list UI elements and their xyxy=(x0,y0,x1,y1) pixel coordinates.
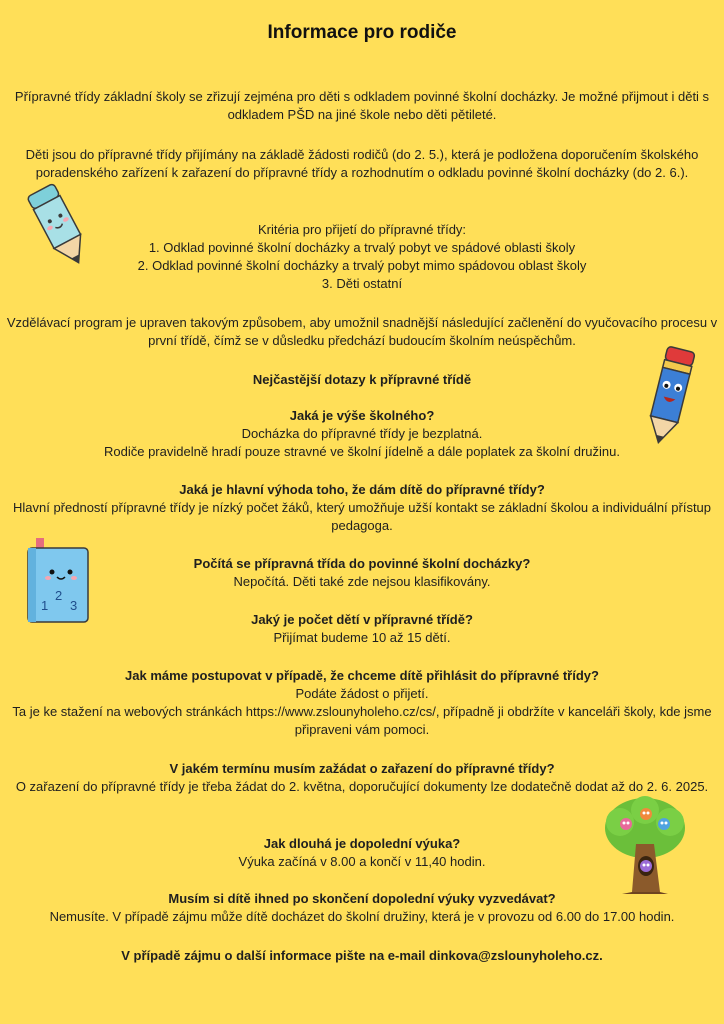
criteria-item-3: 3. Děti ostatní xyxy=(321,276,403,291)
tree-icon xyxy=(600,794,690,896)
faq-answer-4: Přijímat budeme 10 až 15 dětí. xyxy=(273,630,451,645)
faq-question-6: V jakém termínu musím zažádat o zařazení do přípravné třídy? xyxy=(169,761,555,776)
book-digit-1: 1 xyxy=(41,598,49,613)
faq-question-4: Jaký je počet dětí v přípravné třídě? xyxy=(251,612,473,627)
faq-question-2: Jaká je hlavní výhoda toho, že dám dítě do přípravné třídy? xyxy=(179,482,545,497)
faq-answer-5b: Ta je ke stažení na webových stránkách https://www.zslounyholeho.cz/cs/, případně ji obdržíte v kanceláři školy, kde jsme připraveni vám pomoci. xyxy=(12,704,712,737)
intro-paragraph-2: Děti jsou do přípravné třídy přijímány na základě žádosti rodičů (do 2. 5.), která je podložena doporučením školského poradenského zařízení k zařazení do přípravné třídy a rozhodnutím o odkladu povinné školní docházky (do 2. 6.). xyxy=(25,147,699,180)
faq-answer-8: Nemusíte. V případě zájmu může dítě docházet do školní družiny, která je v provozu od 6.00 do 17.00 hodin. xyxy=(49,909,675,924)
faq-answer-5a: Podáte žádost o přijetí. xyxy=(295,686,429,701)
intro-paragraph-3: Vzdělávací program je upraven takovým způsobem, aby umožnil snadnější následující začlenění do vyučovacího procesu v první třídě, čímž se v důsledku předchází budoucím školním neúspěchům. xyxy=(6,315,718,348)
faq-answer-1b: Rodiče pravidelně hradí pouze stravné ve školní jídelně a dále poplatek za školní družinu. xyxy=(104,444,620,459)
book-digit-2: 2 xyxy=(55,588,63,603)
faq-question-8: Musím si dítě ihned po skončení dopolední výuky vyzvedávat? xyxy=(168,891,556,906)
faq-question-7: Jak dlouhá je dopolední výuka? xyxy=(263,836,461,851)
faq-answer-7: Výuka začíná v 8.00 a končí v 11,40 hodin. xyxy=(238,854,486,869)
faq-answer-3: Nepočítá. Děti také zde nejsou klasifikovány. xyxy=(233,574,491,589)
criteria-heading: Kritéria pro přijetí do přípravné třídy: xyxy=(257,222,467,237)
criteria-item-1: 1. Odklad povinné školní docházky a trvalý pobyt ve spádové oblasti školy xyxy=(148,240,576,255)
criteria-item-2: 2. Odklad povinné školní docházky a trvalý pobyt mimo spádovou oblast školy xyxy=(137,258,587,273)
faq-question-3: Počítá se přípravná třída do povinné školní docházky? xyxy=(193,556,531,571)
faq-heading: Nejčastější dotazy k přípravné třídě xyxy=(252,372,472,387)
faq-answer-2: Hlavní předností přípravné třídy je nízký počet žáků, který umožňuje užší kontakt se základní školou a individuální přístup pedagoga. xyxy=(12,500,712,533)
faq-question-5: Jak máme postupovat v případě, že chceme dítě přihlásit do přípravné třídy? xyxy=(125,668,599,683)
book-digit-3: 3 xyxy=(70,598,78,613)
pencil-left-icon xyxy=(22,178,94,274)
book-icon xyxy=(26,538,92,626)
pencil-right-icon xyxy=(640,342,700,450)
intro-paragraph-1: Přípravné třídy základní školy se zřizují zejména pro děti s odkladem povinné školní docházky. Je možné přijmout i děti s odkladem PŠD na jiné škole nebo děti pětileté. xyxy=(14,89,710,122)
faq-question-1: Jaká je výše školného? xyxy=(289,408,435,423)
contact-footer: V případě zájmu o další informace pište na e-mail dinkova@zslounyholeho.cz. xyxy=(121,948,603,963)
faq-answer-6: O zařazení do přípravné třídy je třeba žádat do 2. května, doporučující dokumenty lze dodatečně dodat až do 2. 6. 2025. xyxy=(15,779,709,794)
page-title: Informace pro rodiče xyxy=(267,22,457,43)
faq-answer-1a: Docházka do přípravné třídy je bezplatná. xyxy=(241,426,483,441)
